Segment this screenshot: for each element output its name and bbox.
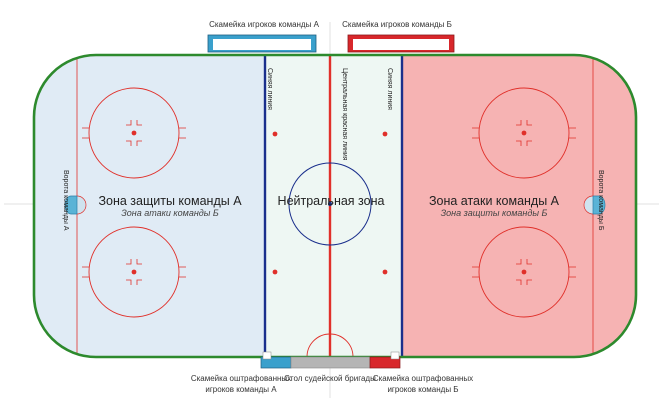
officials-table-box [291,357,370,368]
goal-team-b-label: Ворота команды Б [597,170,604,231]
blue-line-right-label: Синяя линия [386,68,393,110]
goal-team-a-label: Ворота команды А [62,170,69,231]
attack-zone-title: Зона атаки команды А [428,194,560,208]
penalty-box-a-label-line1: Скамейка оштрафованных [190,374,292,383]
bench-team-a-label: Скамейка игроков команды А [209,20,319,29]
attack-zone-subtitle: Зона защиты команды Б [440,208,548,218]
officials-table-label: Стол судейской бригады [284,374,376,383]
bench-team-a [208,35,316,52]
defense-zone-subtitle: Зона атаки команды Б [121,208,219,218]
bench-team-b-label: Скамейка игроков команды Б [342,20,452,29]
bench-team-b [348,35,454,52]
defense-zone-title: Зона защиты команды А [98,194,242,208]
center-red-line-label: Центральная красная линия [341,68,348,161]
penalty-box-b-label-line2: игроков команды Б [387,385,459,394]
penalty-box-a-label-line2: игроков команды А [205,385,277,394]
blue-line-left-label: Синяя линия [266,68,273,110]
penalty-box-b-label-line1: Скамейка оштрафованных [372,374,474,383]
neutral-zone-title: Нейтральная зона [277,194,385,208]
